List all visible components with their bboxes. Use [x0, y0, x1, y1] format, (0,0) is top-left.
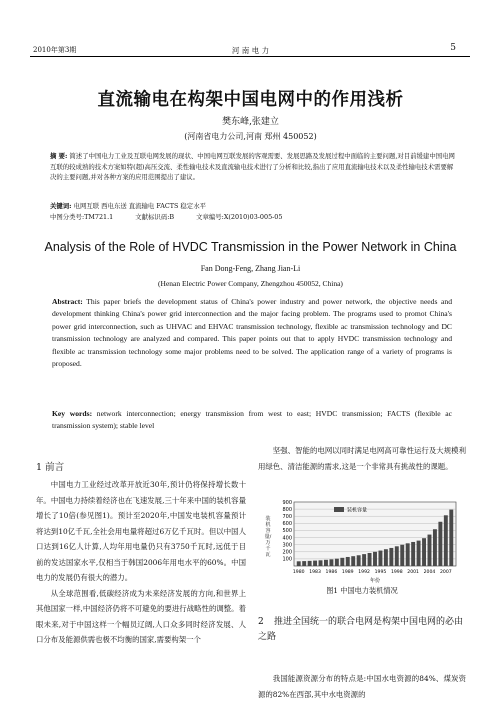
chart-bar — [400, 545, 404, 566]
chart-bar — [308, 561, 312, 566]
chart-y-tick-label: 300 — [282, 542, 292, 549]
chart-bar — [438, 522, 442, 566]
paper-title-zh: 直流输电在构架中国电网中的作用浅析 — [97, 90, 404, 110]
chart-y-tick-label: 500 — [282, 528, 292, 535]
chart-bar — [319, 560, 323, 566]
chart-x-tick-label: 1989 — [341, 570, 354, 575]
chart-x-tick-label: 1995 — [374, 570, 387, 575]
chart-bar — [433, 529, 437, 566]
chart-bar — [422, 538, 426, 566]
keywords-zh-text: 电网互联 西电东送 直流输电 FACTS 稳定水平 — [73, 202, 206, 210]
chart-y-tick-label: 200 — [282, 549, 292, 556]
chart-y-tick-label: 100 — [282, 556, 292, 563]
chart-x-tick-label: 2004 — [423, 570, 436, 575]
chart-legend-label: 装机容量 — [347, 507, 368, 514]
section-2-number: 2 — [258, 617, 264, 627]
figure-1-caption: 图1 中国电力装机情况 — [326, 586, 398, 595]
clc-number: 中图分类号:TM721.1 — [50, 213, 114, 221]
chart-bar — [357, 555, 361, 566]
chart-x-tick-label: 1986 — [325, 570, 338, 575]
classification-meta — [50, 212, 470, 223]
chart-y-tick-label: 700 — [282, 514, 292, 521]
keywords-en-text: network interconnection; energy transmission from west to east; HVDC transmission; FACTS (flexible ac transmission system); stable level — [52, 409, 452, 431]
section-1-body — [36, 477, 246, 648]
chart-bar — [389, 548, 393, 566]
abstract-zh-text: 简述了中国电力工业及互联电网发展的现状、中国电网互联发展的客观需要、发展思路及发展过程中面临的主要问题,对目前缓建中国电网互联的较成熟的技术方案如特(超)高压交流、柔性输电技术及直流输电技术进行了分析和比较,指出了应用直流输电技术以及柔性输电技术需要解决的主要问题,并对各种方案的应用范围提出了建议。 — [50, 152, 455, 181]
chart-bar — [449, 510, 453, 566]
chart-bar — [384, 549, 388, 566]
chart-x-tick-label: 2007 — [439, 570, 452, 575]
chart-y-axis-label: 装机容量/万千瓦 — [264, 516, 272, 558]
chart-x-tick-label: 1980 — [292, 570, 305, 575]
chart-x-tick-label: 2001 — [407, 570, 419, 575]
affiliation-zh: (河南省电力公司,河南 郑州 450052) — [184, 132, 317, 141]
chart-bar — [362, 554, 366, 566]
chart-y-tick-label: 900 — [282, 499, 292, 506]
paper-title-en: Analysis of the Role of HVDC Transmission in the Power Network in China — [44, 240, 457, 254]
abstract-en-label: Abstract: — [52, 297, 83, 306]
abstract-en — [52, 296, 452, 370]
chart-x-tick-label: 1992 — [358, 570, 370, 575]
chart-bar — [340, 558, 344, 566]
keywords-en — [52, 408, 452, 433]
chart-bar — [329, 559, 333, 566]
keywords-en-label: Key words: — [52, 409, 93, 418]
chart-x-tick-label: 1983 — [309, 570, 321, 575]
chart-y-tick-label: 400 — [282, 535, 292, 542]
chart-legend-swatch — [334, 507, 344, 512]
paragraph: 中国电力工业经过改革开放近30年,预计仍将保持增长数十年。中国电力持续着经济也在飞速发展,三十年来中国的装机容量增长了10倍(参见图1)。预计至2020年,中国发电装机容量预计将达到10亿千瓦,全社会用电量将超过6万亿千瓦时。但以中国人口达到16亿人计算,人均年用电量仍只有3750千瓦时,远低于目前的发达国家水平,仅相当于韩国2006年用电水平的60%。中国电力的发展仍有很大的潜力。 — [36, 480, 246, 582]
article-number: 文章编号:X(2010)03-005-05 — [196, 213, 283, 221]
page-number: 5 — [450, 43, 456, 53]
paragraph: 坚强、智能的电网以同时满足电网高可靠性运行及大规模利用绿色、清洁能源的需求,这是一个非常具有挑战性的课题。 — [258, 446, 466, 471]
chart-bar — [368, 553, 372, 566]
paragraph: 从全球范围看,低碳经济成为未来经济发展的方向,和世界上其他国家一样,中国经济仍将不可避免的要进行战略性的调整。着眼未来,对于中国这样一个幅员辽阔,人口众多同时经济发展、人口分布及能源供需也极不均衡的国家,需要构架一个 — [36, 588, 246, 644]
paragraph: 我国能源资源分布的特点是:中国水电资源的84%、煤炭资源的82%在西部,其中水电资源的 — [258, 674, 466, 699]
abstract-zh-label: 摘 要: — [50, 152, 68, 160]
chart-bar — [335, 559, 339, 566]
authors-zh: 樊东峰,张建立 — [222, 117, 279, 127]
chart-bar — [302, 561, 306, 566]
section-2-body — [258, 671, 466, 702]
keywords-zh — [50, 201, 455, 212]
keywords-zh-label: 关键词: — [50, 202, 72, 210]
chart-bar — [324, 560, 328, 566]
chart-x-axis-label: 年份 — [369, 578, 381, 584]
chart-bar — [417, 541, 421, 566]
chart-y-tick-label: 800 — [282, 506, 292, 513]
chart-bar — [406, 543, 410, 566]
chart-bar — [444, 515, 448, 566]
chart-bar — [313, 561, 317, 566]
figure-1-chart — [258, 496, 463, 586]
chart-bar — [395, 546, 399, 566]
chart-bar — [373, 552, 377, 566]
journal-issue: 2010年第3期 — [33, 46, 77, 54]
right-column-intro — [258, 443, 466, 474]
section-1-heading: 1 前言 — [36, 462, 65, 473]
chart-bar — [411, 542, 415, 566]
chart-svg — [258, 496, 463, 586]
document-code: 文献标识码:B — [135, 213, 175, 221]
section-2-title: 推进全国统一的联合电网是构架中国电网的必由之路 — [258, 617, 464, 642]
chart-y-tick-label: 600 — [282, 521, 292, 528]
chart-bar — [351, 556, 355, 566]
chart-bar — [428, 535, 432, 566]
chart-bar — [297, 561, 301, 566]
affiliation-en: (Henan Electric Power Company, Zhengzhou 450052, China) — [158, 279, 343, 288]
chart-bar — [378, 551, 382, 566]
authors-en: Fan Dong-Feng, Zhang Jian-Li — [200, 264, 301, 273]
abstract-en-text: This paper briefs the development status of China's power industry and power network, the objective needs and development thinking China's power grid interconnection and the major facing problem. The programs used to promot China's power grid interconnection, such as UHVAC and EHVAC transmission technology, flexible ac transmission technology and DC transmission technology are analyzed and compared. This paper points out that to apply HVDC transmission technology and flexible ac transmission technology some major problems need to be solved. The application range of a variety of programs is proposed. — [52, 297, 452, 369]
section-2-heading — [258, 615, 468, 645]
journal-name: 河 南 电 力 — [231, 46, 270, 55]
chart-x-tick-label: 1998 — [390, 570, 403, 575]
abstract-zh — [50, 151, 455, 183]
header-rule — [30, 56, 470, 57]
chart-bar — [346, 557, 350, 566]
